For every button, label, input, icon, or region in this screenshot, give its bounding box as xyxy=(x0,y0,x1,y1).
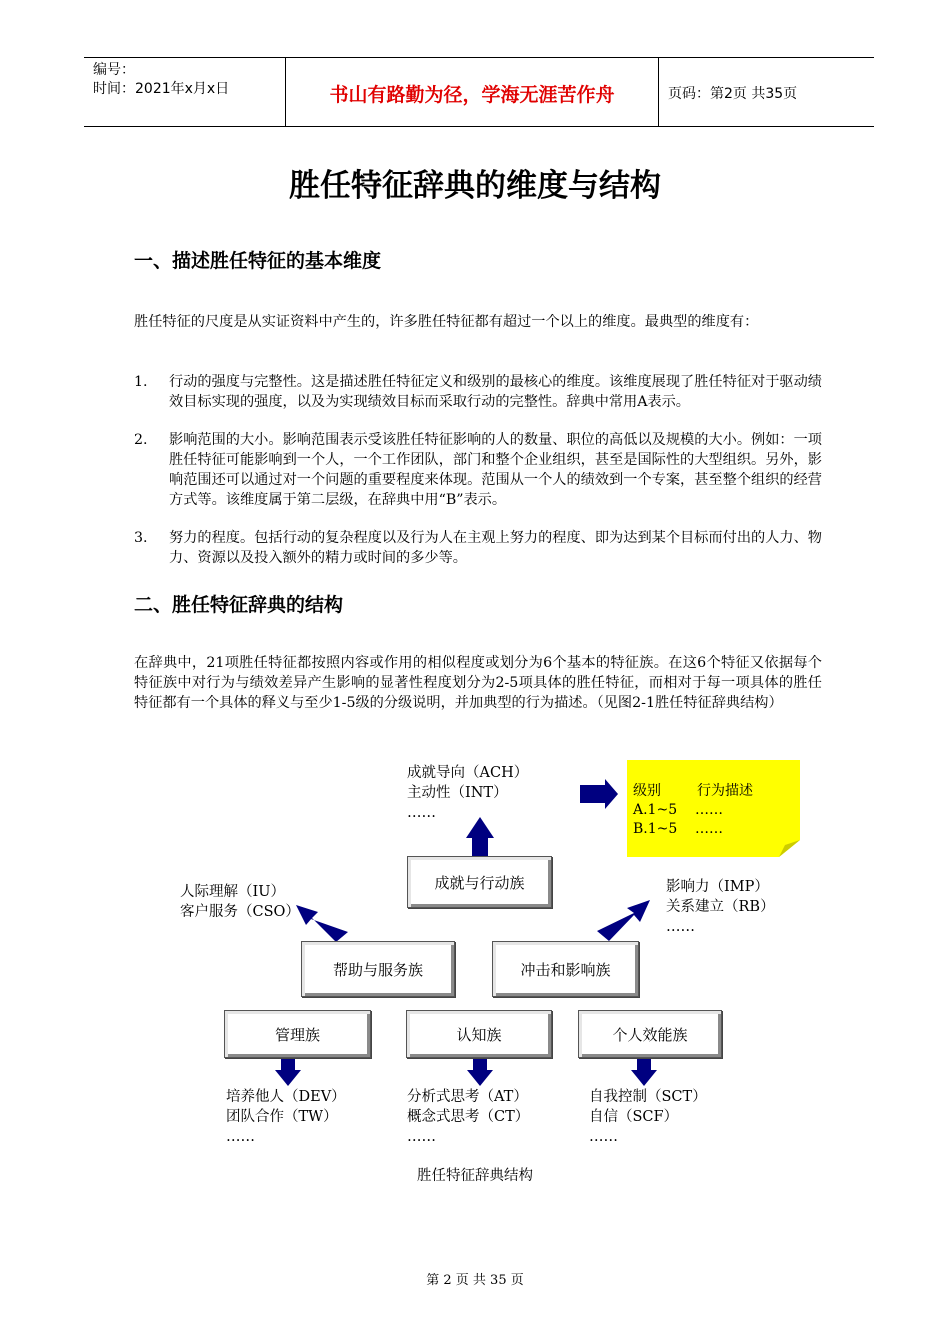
list-entry: 关系建立（RB） xyxy=(666,899,775,915)
note-fold-corner xyxy=(779,840,800,857)
list-number: 2. xyxy=(134,432,148,448)
list-entry: …… xyxy=(407,1129,436,1145)
list-number: 3. xyxy=(134,530,148,546)
cognitive-list xyxy=(407,1087,529,1147)
note-col2-header: 行为描述 xyxy=(697,783,753,799)
box-helping: 帮助与服务族 xyxy=(301,941,455,997)
list-entry: 自信（SCF） xyxy=(589,1109,679,1125)
box-managerial: 管理族 xyxy=(224,1010,371,1058)
arrow-up-right xyxy=(597,900,650,941)
box-impact: 冲击和影响族 xyxy=(492,941,639,997)
list-entry: …… xyxy=(589,1129,618,1145)
list-number: 1. xyxy=(134,374,148,390)
managerial-list xyxy=(226,1087,346,1147)
list-entry: 团队合作（TW） xyxy=(226,1109,338,1125)
arrow-down xyxy=(631,1058,657,1086)
page-title: 胜任特征辞典的维度与结构 xyxy=(289,168,661,204)
section1-heading: 一、描述胜任特征的基本维度 xyxy=(134,250,382,272)
header-page-info: 页码：第2页 共35页 xyxy=(668,86,798,102)
list-entry: 主动性（INT） xyxy=(407,785,508,801)
arrow-down xyxy=(275,1058,301,1086)
helping-list xyxy=(180,882,300,922)
box-personal: 个人效能族 xyxy=(578,1010,722,1058)
note-level: B.1~5 xyxy=(633,821,678,837)
header-motto: 书山有路勤为径，学海无涯苦作舟 xyxy=(329,84,615,106)
personal-list xyxy=(589,1087,707,1147)
list-entry: 培养他人（DEV） xyxy=(226,1089,346,1105)
list-text: 努力的程度。包括行动的复杂程度以及行为人在主观上努力的程度、即为达到某个目标而付出的人力、物力、资源以及投入额外的精力或时间的多少等。 xyxy=(169,530,822,566)
list-entry: 成就导向（ACH） xyxy=(407,765,529,781)
box-cognitive: 认知族 xyxy=(406,1010,552,1058)
list-entry: 客户服务（CSO） xyxy=(180,904,300,920)
number-label: 编号： xyxy=(93,62,135,78)
note-desc: …… xyxy=(695,821,723,837)
diagram-caption: 胜任特征辞典结构 xyxy=(417,1168,533,1184)
note-col1-header: 级别 xyxy=(633,783,661,799)
level-note xyxy=(627,760,800,857)
list-text: 行动的强度与完整性。这是描述胜任特征定义和级别的最核心的维度。该维度展现了胜任特征对于驱动绩效目标实现的强度，以及为实现绩效目标而采取行动的完整性。辞典中常用A表示。 xyxy=(169,374,822,410)
note-desc: …… xyxy=(695,802,723,818)
list-entry: 概念式思考（CT） xyxy=(407,1109,530,1125)
section2-paragraph: 在辞典中，21项胜任特征都按照内容或作用的相似程度或划分为6个基本的特征族。在这6个特征又依据每个特征族中对行为与绩效差异产生影响的显著性程度划分为2-5项具体的胜任特征，而相对于每一项具体的胜任特征都有一个具体的释义与至少1-5级的分级说明，并加典型的行为描述。（见图2-1胜任特征辞典结构） xyxy=(134,655,822,711)
arrow-up-left xyxy=(296,905,348,942)
list-entry: …… xyxy=(407,805,436,821)
list-entry: 影响力（IMP） xyxy=(666,879,769,895)
list-text: 影响范围的大小。影响范围表示受该胜任特征影响的人的数量、职位的高低以及规模的大小。例如：一项胜任特征可能影响到一个人，一个工作团队，部门和整个企业组织，甚至是国际性的大型组织。另外，影响范围还可以通过对一个问题的重要程度来体现。范围从一个人的绩效到一个专案，甚至整个组织的经营方式等。该维度属于第二层级，在辞典中用“B”表示。 xyxy=(169,432,822,508)
arrow-down xyxy=(467,1058,493,1086)
list-entry: …… xyxy=(666,919,695,935)
page-footer: 第 2 页 共 35 页 xyxy=(426,1273,524,1288)
impact-list xyxy=(666,877,775,937)
note-level: A.1~5 xyxy=(633,802,678,818)
list-entry: 自我控制（SCT） xyxy=(589,1089,707,1105)
section1-intro: 胜任特征的尺度是从实证资料中产生的，许多胜任特征都有超过一个以上的维度。最典型的维度有： xyxy=(134,314,759,330)
time-label: 时间：2021年x月x日 xyxy=(93,81,230,97)
list-entry: 人际理解（IU） xyxy=(180,884,285,900)
box-achievement: 成就与行动族 xyxy=(407,856,552,908)
list-entry: …… xyxy=(226,1129,255,1145)
list-entry: 分析式思考（AT） xyxy=(407,1089,528,1105)
achievement-list xyxy=(407,763,528,823)
section2-heading: 二、胜任特征辞典的结构 xyxy=(134,594,344,616)
arrow-right xyxy=(580,779,618,809)
